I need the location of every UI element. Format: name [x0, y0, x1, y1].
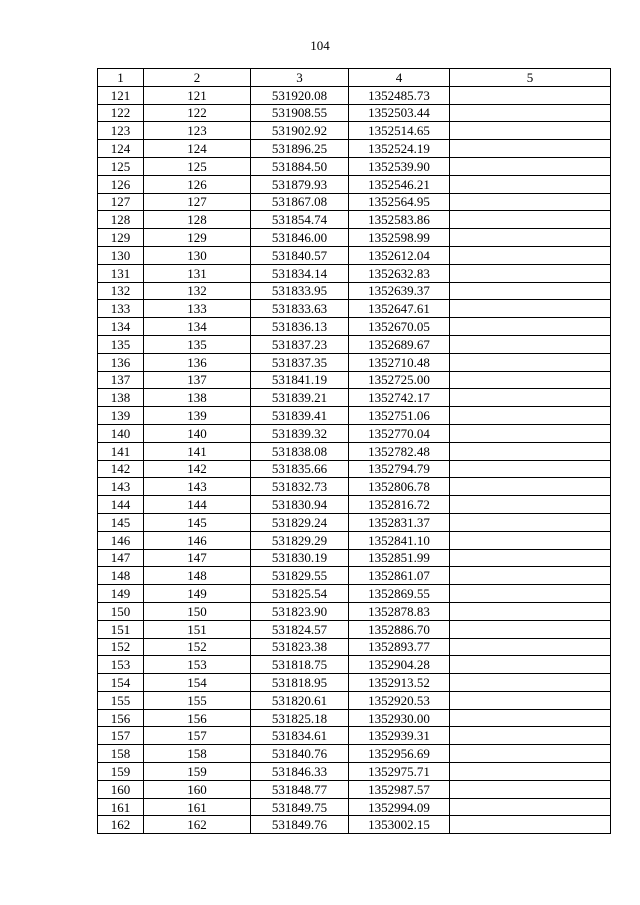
table-row [98, 122, 611, 140]
table-cell-col-5 [450, 763, 611, 781]
table-cell-col-4: 1352851.99 [349, 549, 450, 567]
table-cell-col-4: 1352861.07 [349, 567, 450, 585]
table-cell-col-2: 159 [144, 763, 251, 781]
table-row [98, 638, 611, 656]
table-cell-col-3: 531824.57 [251, 620, 349, 638]
table-row [98, 140, 611, 158]
table-cell-col-5 [450, 122, 611, 140]
table-cell-col-5 [450, 513, 611, 531]
table-cell-col-4: 1352524.19 [349, 140, 450, 158]
table-row [98, 496, 611, 514]
table-cell-col-2: 158 [144, 745, 251, 763]
table-cell-col-4: 1352939.31 [349, 727, 450, 745]
table-cell-col-3: 531841.19 [251, 371, 349, 389]
table-cell-col-5 [450, 300, 611, 318]
table-cell-col-4: 1352794.79 [349, 460, 450, 478]
table-cell-col-4: 1352893.77 [349, 638, 450, 656]
table-row [98, 691, 611, 709]
table-cell-col-4: 1352930.00 [349, 709, 450, 727]
table-cell-col-1: 157 [98, 727, 144, 745]
table-cell-col-3: 531832.73 [251, 478, 349, 496]
table-cell-col-5 [450, 620, 611, 638]
table-cell-col-2: 157 [144, 727, 251, 745]
table-cell-col-2: 139 [144, 407, 251, 425]
table-row [98, 104, 611, 122]
table-cell-col-4: 1352831.37 [349, 513, 450, 531]
table-cell-col-5 [450, 460, 611, 478]
table-cell-col-5 [450, 104, 611, 122]
table-cell-col-3: 531840.57 [251, 246, 349, 264]
table-cell-col-1: 130 [98, 246, 144, 264]
page-number: 104 [310, 38, 330, 53]
table-cell-col-3: 531849.76 [251, 816, 349, 834]
table-row [98, 157, 611, 175]
table-cell-col-5 [450, 691, 611, 709]
table-cell-col-4: 1352639.37 [349, 282, 450, 300]
table-cell-col-3: 531835.66 [251, 460, 349, 478]
table-body [98, 86, 611, 833]
table-cell-col-5 [450, 442, 611, 460]
table-row [98, 264, 611, 282]
table-cell-col-2: 154 [144, 674, 251, 692]
table-cell-col-1: 129 [98, 229, 144, 247]
table-cell-col-5 [450, 424, 611, 442]
table-cell-col-3: 531823.90 [251, 602, 349, 620]
table-cell-col-1: 125 [98, 157, 144, 175]
column-header-1: 1 [98, 69, 144, 87]
table-row [98, 674, 611, 692]
table-cell-col-2: 128 [144, 211, 251, 229]
table-row [98, 353, 611, 371]
table-cell-col-2: 126 [144, 175, 251, 193]
table-row [98, 531, 611, 549]
table-row [98, 318, 611, 336]
table-row [98, 282, 611, 300]
table-cell-col-1: 121 [98, 86, 144, 104]
table-row [98, 745, 611, 763]
table-cell-col-1: 140 [98, 424, 144, 442]
table-cell-col-2: 145 [144, 513, 251, 531]
table-row [98, 246, 611, 264]
table-row [98, 442, 611, 460]
table-cell-col-3: 531836.13 [251, 318, 349, 336]
table-cell-col-4: 1352583.86 [349, 211, 450, 229]
table-cell-col-4: 1352751.06 [349, 407, 450, 425]
table-cell-col-4: 1352632.83 [349, 264, 450, 282]
table-row [98, 727, 611, 745]
table-cell-col-2: 144 [144, 496, 251, 514]
table-cell-col-5 [450, 531, 611, 549]
table-cell-col-1: 162 [98, 816, 144, 834]
table-row [98, 620, 611, 638]
table-cell-col-4: 1352485.73 [349, 86, 450, 104]
table-cell-col-2: 151 [144, 620, 251, 638]
table-cell-col-2: 156 [144, 709, 251, 727]
table-cell-col-4: 1352689.67 [349, 335, 450, 353]
table-cell-col-3: 531920.08 [251, 86, 349, 104]
table-cell-col-4: 1352841.10 [349, 531, 450, 549]
table-cell-col-2: 138 [144, 389, 251, 407]
table-cell-col-5 [450, 780, 611, 798]
table-cell-col-2: 153 [144, 656, 251, 674]
table-cell-col-1: 148 [98, 567, 144, 585]
table-cell-col-3: 531840.76 [251, 745, 349, 763]
table-cell-col-2: 135 [144, 335, 251, 353]
table-cell-col-1: 149 [98, 585, 144, 603]
table-cell-col-1: 127 [98, 193, 144, 211]
table-cell-col-4: 1352816.72 [349, 496, 450, 514]
table-cell-col-1: 134 [98, 318, 144, 336]
table-cell-col-1: 153 [98, 656, 144, 674]
table-cell-col-2: 143 [144, 478, 251, 496]
column-header-2: 2 [144, 69, 251, 87]
table-cell-col-2: 155 [144, 691, 251, 709]
table-cell-col-3: 531834.14 [251, 264, 349, 282]
column-header-4: 4 [349, 69, 450, 87]
table-cell-col-3: 531902.92 [251, 122, 349, 140]
table-cell-col-3: 531908.55 [251, 104, 349, 122]
table-cell-col-5 [450, 709, 611, 727]
table-row [98, 389, 611, 407]
table-cell-col-1: 141 [98, 442, 144, 460]
table-cell-col-3: 531818.75 [251, 656, 349, 674]
table-cell-col-1: 122 [98, 104, 144, 122]
table-cell-col-4: 1352670.05 [349, 318, 450, 336]
table-cell-col-5 [450, 798, 611, 816]
table-cell-col-3: 531854.74 [251, 211, 349, 229]
table-row [98, 567, 611, 585]
table-cell-col-3: 531833.63 [251, 300, 349, 318]
table-cell-col-3: 531884.50 [251, 157, 349, 175]
table-cell-col-3: 531825.54 [251, 585, 349, 603]
table-cell-col-5 [450, 674, 611, 692]
table-cell-col-1: 131 [98, 264, 144, 282]
table-cell-col-5 [450, 496, 611, 514]
table-cell-col-3: 531846.33 [251, 763, 349, 781]
table-cell-col-1: 128 [98, 211, 144, 229]
table-cell-col-4: 1352539.90 [349, 157, 450, 175]
table-cell-col-2: 121 [144, 86, 251, 104]
table-cell-col-1: 142 [98, 460, 144, 478]
table-cell-col-5 [450, 353, 611, 371]
table-row [98, 513, 611, 531]
table-cell-col-4: 1352886.70 [349, 620, 450, 638]
table-cell-col-5 [450, 389, 611, 407]
table-cell-col-3: 531833.95 [251, 282, 349, 300]
table-cell-col-1: 161 [98, 798, 144, 816]
table-cell-col-5 [450, 157, 611, 175]
table-row [98, 175, 611, 193]
table-cell-col-5 [450, 602, 611, 620]
table-cell-col-3: 531839.32 [251, 424, 349, 442]
table-cell-col-5 [450, 638, 611, 656]
table-cell-col-3: 531867.08 [251, 193, 349, 211]
table-cell-col-1: 154 [98, 674, 144, 692]
table-row [98, 585, 611, 603]
table-cell-col-1: 123 [98, 122, 144, 140]
table-cell-col-2: 152 [144, 638, 251, 656]
table-cell-col-5 [450, 727, 611, 745]
table-cell-col-4: 1352546.21 [349, 175, 450, 193]
table-cell-col-3: 531849.75 [251, 798, 349, 816]
table-cell-col-2: 162 [144, 816, 251, 834]
table-row [98, 798, 611, 816]
table-cell-col-2: 125 [144, 157, 251, 175]
table-cell-col-1: 124 [98, 140, 144, 158]
table-cell-col-2: 149 [144, 585, 251, 603]
table-row [98, 424, 611, 442]
table-row [98, 335, 611, 353]
table-cell-col-1: 160 [98, 780, 144, 798]
table-cell-col-3: 531837.35 [251, 353, 349, 371]
table-row [98, 229, 611, 247]
table-cell-col-5 [450, 656, 611, 674]
table-cell-col-4: 1352770.04 [349, 424, 450, 442]
table-row [98, 780, 611, 798]
table-cell-col-4: 1352514.65 [349, 122, 450, 140]
table-cell-col-5 [450, 335, 611, 353]
table-cell-col-3: 531830.19 [251, 549, 349, 567]
table-cell-col-2: 134 [144, 318, 251, 336]
table-cell-col-5 [450, 264, 611, 282]
table-cell-col-4: 1352869.55 [349, 585, 450, 603]
table-cell-col-4: 1352612.04 [349, 246, 450, 264]
table-cell-col-2: 137 [144, 371, 251, 389]
table-cell-col-2: 129 [144, 229, 251, 247]
table-cell-col-4: 1352904.28 [349, 656, 450, 674]
table-cell-col-3: 531834.61 [251, 727, 349, 745]
table-row [98, 86, 611, 104]
table-cell-col-2: 142 [144, 460, 251, 478]
table-cell-col-3: 531848.77 [251, 780, 349, 798]
table-cell-col-4: 1352994.09 [349, 798, 450, 816]
table-cell-col-2: 132 [144, 282, 251, 300]
table-cell-col-1: 152 [98, 638, 144, 656]
table-row [98, 656, 611, 674]
table-cell-col-4: 1352710.48 [349, 353, 450, 371]
table-cell-col-4: 1352987.57 [349, 780, 450, 798]
table-cell-col-4: 1352564.95 [349, 193, 450, 211]
table-cell-col-3: 531879.93 [251, 175, 349, 193]
table-row [98, 407, 611, 425]
table-cell-col-2: 146 [144, 531, 251, 549]
table-cell-col-2: 141 [144, 442, 251, 460]
table-cell-col-2: 148 [144, 567, 251, 585]
table-cell-col-5 [450, 745, 611, 763]
table-cell-col-1: 136 [98, 353, 144, 371]
column-header-3: 3 [251, 69, 349, 87]
table-cell-col-2: 122 [144, 104, 251, 122]
table-cell-col-1: 150 [98, 602, 144, 620]
table-cell-col-2: 131 [144, 264, 251, 282]
table-row [98, 300, 611, 318]
table-cell-col-5 [450, 86, 611, 104]
table-cell-col-2: 147 [144, 549, 251, 567]
table-cell-col-3: 531820.61 [251, 691, 349, 709]
table-cell-col-1: 156 [98, 709, 144, 727]
table-cell-col-3: 531838.08 [251, 442, 349, 460]
table-cell-col-2: 130 [144, 246, 251, 264]
table-cell-col-4: 1352913.52 [349, 674, 450, 692]
table-cell-col-3: 531829.29 [251, 531, 349, 549]
table-cell-col-3: 531825.18 [251, 709, 349, 727]
table-cell-col-5 [450, 585, 611, 603]
table-cell-col-2: 123 [144, 122, 251, 140]
table-cell-col-1: 139 [98, 407, 144, 425]
table-cell-col-4: 1352920.53 [349, 691, 450, 709]
table-cell-col-3: 531823.38 [251, 638, 349, 656]
table-cell-col-2: 160 [144, 780, 251, 798]
table-cell-col-5 [450, 816, 611, 834]
table-cell-col-5 [450, 175, 611, 193]
table-cell-col-2: 133 [144, 300, 251, 318]
table-cell-col-5 [450, 371, 611, 389]
table-cell-col-4: 1352742.17 [349, 389, 450, 407]
table-cell-col-1: 143 [98, 478, 144, 496]
table-cell-col-5 [450, 246, 611, 264]
table-cell-col-3: 531839.21 [251, 389, 349, 407]
header-row [98, 69, 611, 87]
table-cell-col-3: 531837.23 [251, 335, 349, 353]
table-cell-col-3: 531818.95 [251, 674, 349, 692]
table-cell-col-1: 159 [98, 763, 144, 781]
table-cell-col-4: 1352806.78 [349, 478, 450, 496]
table-cell-col-5 [450, 282, 611, 300]
table-cell-col-4: 1352878.83 [349, 602, 450, 620]
table-row [98, 763, 611, 781]
table-row [98, 478, 611, 496]
table-cell-col-5 [450, 193, 611, 211]
table-row [98, 816, 611, 834]
table-row [98, 211, 611, 229]
table-row [98, 709, 611, 727]
table-cell-col-1: 146 [98, 531, 144, 549]
table-row [98, 371, 611, 389]
table-cell-col-3: 531896.25 [251, 140, 349, 158]
table-cell-col-2: 127 [144, 193, 251, 211]
table-cell-col-2: 136 [144, 353, 251, 371]
table-cell-col-3: 531829.24 [251, 513, 349, 531]
table-cell-col-1: 155 [98, 691, 144, 709]
table-cell-col-1: 138 [98, 389, 144, 407]
table-row [98, 460, 611, 478]
table-row [98, 602, 611, 620]
table-cell-col-2: 140 [144, 424, 251, 442]
table-cell-col-1: 151 [98, 620, 144, 638]
table-cell-col-1: 137 [98, 371, 144, 389]
table-cell-col-5 [450, 229, 611, 247]
table-cell-col-2: 124 [144, 140, 251, 158]
table-cell-col-1: 145 [98, 513, 144, 531]
table-cell-col-4: 1352725.00 [349, 371, 450, 389]
table-cell-col-4: 1352647.61 [349, 300, 450, 318]
table-cell-col-5 [450, 318, 611, 336]
table-cell-col-1: 126 [98, 175, 144, 193]
table-cell-col-5 [450, 211, 611, 229]
table-cell-col-4: 1352975.71 [349, 763, 450, 781]
table-cell-col-1: 144 [98, 496, 144, 514]
table-row [98, 193, 611, 211]
table-cell-col-4: 1353002.15 [349, 816, 450, 834]
table-cell-col-1: 158 [98, 745, 144, 763]
table-cell-col-4: 1352503.44 [349, 104, 450, 122]
table-cell-col-4: 1352956.69 [349, 745, 450, 763]
table-cell-col-4: 1352782.48 [349, 442, 450, 460]
table-cell-col-3: 531846.00 [251, 229, 349, 247]
table-cell-col-2: 161 [144, 798, 251, 816]
table-cell-col-5 [450, 478, 611, 496]
column-header-5: 5 [450, 69, 611, 87]
table-cell-col-2: 150 [144, 602, 251, 620]
table-cell-col-3: 531829.55 [251, 567, 349, 585]
table-cell-col-5 [450, 140, 611, 158]
table-cell-col-5 [450, 549, 611, 567]
table-cell-col-1: 132 [98, 282, 144, 300]
table-cell-col-1: 135 [98, 335, 144, 353]
table-cell-col-3: 531839.41 [251, 407, 349, 425]
table-cell-col-3: 531830.94 [251, 496, 349, 514]
table-cell-col-1: 147 [98, 549, 144, 567]
table-row [98, 549, 611, 567]
table-cell-col-4: 1352598.99 [349, 229, 450, 247]
table-cell-col-1: 133 [98, 300, 144, 318]
table-cell-col-5 [450, 567, 611, 585]
coordinates-table [97, 68, 611, 834]
table-cell-col-5 [450, 407, 611, 425]
